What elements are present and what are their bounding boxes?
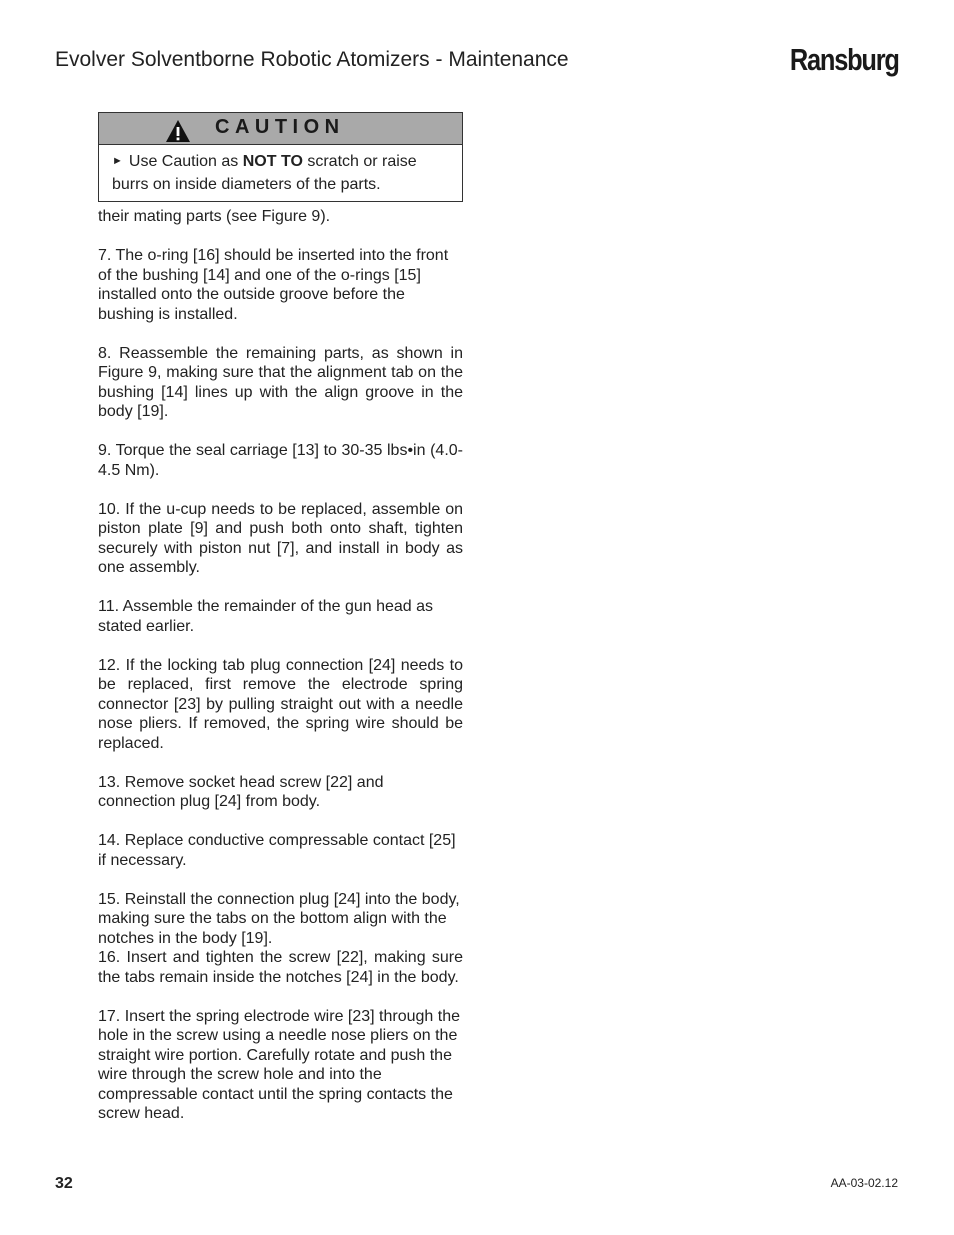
step-12: 12. If the locking tab plug connection [24] needs to be replaced, first remove the electrode spring connector [23] by pulling straight out with a needle nose pliers. If removed, the spring wire should be replaced. <box>98 656 463 752</box>
page-number: 32 <box>55 1175 73 1192</box>
step-7: 7. The o-ring [16] should be inserted into the front of the bushing [14] and one of the o-rings [15] installed onto the outside groove before the bushing is installed. <box>98 247 449 323</box>
step-11: 11. Assemble the remainder of the gun head as stated earlier. <box>98 598 434 635</box>
caution-box <box>98 112 463 202</box>
warning-triangle-icon <box>165 119 191 143</box>
step-13: 13. Remove socket head screw [22] and connection plug [24] from body. <box>98 773 384 810</box>
caution-text <box>99 145 462 195</box>
caution-text-bold: NOT TO <box>242 153 303 170</box>
brand-logo: Ransburg <box>790 42 899 77</box>
bullet-arrow-icon: ► <box>112 155 123 167</box>
step-10: 10. If the u-cup needs to be replaced, assemble on piston plate [9] and push both onto shaft, tighten securely with piston nut [7], and install in body as one assembly. <box>98 500 463 576</box>
step-16: 16. Insert and tighten the screw [22], making sure the tabs remain inside the notches [24] in the body. <box>98 949 463 986</box>
caution-text-post: scratch or raise burrs on inside diameters of the parts. <box>112 153 417 193</box>
caution-title: CAUTION <box>215 116 345 138</box>
body-text <box>98 207 463 1124</box>
step-14: 14. Replace conductive compressable contact [25] if necessary. <box>98 832 456 869</box>
caution-header <box>99 113 462 145</box>
step-15: 15. Reinstall the connection plug [24] into the body, making sure the tabs on the bottom align with the notches in the body [19]. <box>98 890 460 947</box>
header-title: Evolver Solventborne Robotic Atomizers - Maintenance <box>55 48 569 71</box>
paragraph-continued: their mating parts (see Figure 9). <box>98 208 331 225</box>
step-9: 9. Torque the seal carriage [13] to 30-35 lbs•in (4.0-4.5 Nm). <box>98 442 463 479</box>
document-code: AA-03-02.12 <box>830 1176 898 1190</box>
caution-text-pre: Use Caution as <box>128 153 243 170</box>
step-8: 8. Reassemble the remaining parts, as shown in Figure 9, making sure that the alignment tab on the bushing [14] lines up with the align groove in the body [19]. <box>98 344 463 420</box>
step-17: 17. Insert the spring electrode wire [23] through the hole in the screw using a needle nose pliers on the straight wire portion. Carefully rotate and push the wire through the screw hole and into the compressable contact until the spring contacts the screw head. <box>98 1007 460 1122</box>
